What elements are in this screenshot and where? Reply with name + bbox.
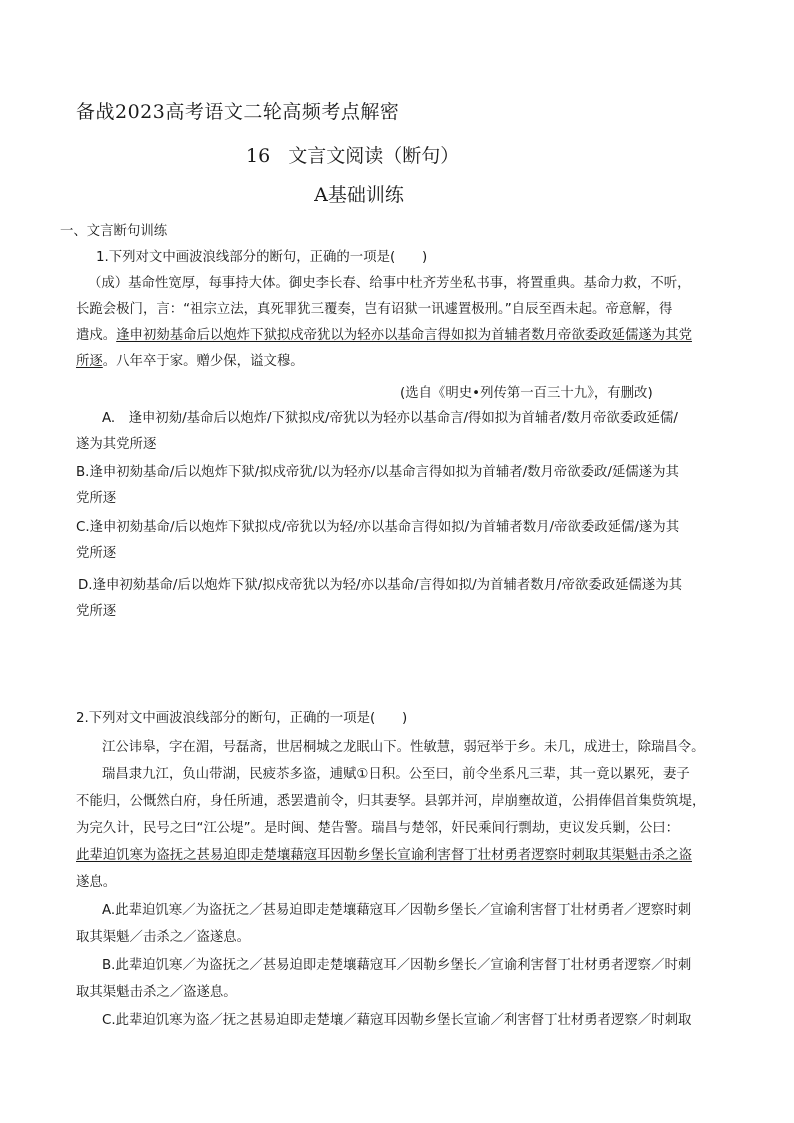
q2-passage-line: 为完久计，民号之曰“江公堤”。是时闽、楚告警。瑞昌与楚邻，奸民乘间行剽劫，吏议发兵剿，公曰： xyxy=(76,821,680,836)
document-title: 备战2023高考语文二轮高频考点解密 xyxy=(76,101,400,123)
section-heading: 一、文言断句训练 xyxy=(60,224,168,239)
q1-passage-line: （成）基命性宽厚，每事持大体。御史李长春、给事中杜齐芳坐私书事，将置重典。基命力救，不听， xyxy=(88,276,691,291)
q1-option-b: B.逢申初劾基命/后以炮炸下狱/拟戍帝犹/以为轻亦/以基命言得如拟为首辅者/数月帝欲委政/延儒遂为其 xyxy=(76,465,679,480)
q1-passage-line: 长跪会极门，言：“祖宗立法，真死罪犹三覆奏，岂有诏狱一讯遽置极刑。”自辰至酉未起。帝意解，得 xyxy=(76,302,673,317)
chapter-number: 16 xyxy=(246,145,271,167)
chapter-title: 文言文阅读（断句） xyxy=(288,145,460,167)
q1-option-d-cont: 党所逐 xyxy=(76,604,117,619)
q2-passage-line: 江公讳皋，字在湄，号磊斋，世居桐城之龙眠山下。性敏慧，弱冠举于乡。未几，成进士，除瑞昌令。 xyxy=(102,740,705,755)
q2-option-b: B.此辈迫饥寒／为盗抚之／甚易迫即走楚壤藉寇耳／因勒乡堡长／宣谕利害督丁壮材勇者逻察／时刺 xyxy=(102,958,692,973)
q1-option-b-cont: 党所逐 xyxy=(76,491,117,506)
q1-source: (选自《明史•列传第一百三十九》，有删改) xyxy=(400,386,653,401)
q1-option-a: A. 逢申初劾/基命后以炮炸/下狱拟戍/帝犹以为轻亦以基命言/得如拟为首辅者/数月帝欲委政延儒/ xyxy=(102,411,678,426)
chapter-heading xyxy=(246,141,459,168)
q1-passage-line xyxy=(76,323,726,349)
q2-option-c: C.此辈迫饥寒为盗／抚之甚易迫即走楚壤／藉寇耳因勒乡堡长宣谕／利害督丁壮材勇者逻察／时刺取 xyxy=(102,1013,692,1028)
q1-underlined-passage: 所逐 xyxy=(76,354,103,369)
q1-option-c: C.逢申初劾基命/后以炮炸下狱拟戍/帝犹以为轻/亦以基命言得如拟/为首辅者数月/帝欲委政延儒/遂为其 xyxy=(76,520,680,535)
q2-passage-line: 瑞昌隶九江，负山带湖，民疲苶多盗，逋赋①日积。公至曰，前令坐系凡三辈，其一竟以累死，妻子 xyxy=(102,767,690,782)
q1-option-d: D.逢申初劾基命/后以炮炸下狱/拟戍帝犹以为轻/亦以基命/言得如拟/为首辅者数月/帝欲委政延儒遂为其 xyxy=(78,578,683,593)
q2-passage-line xyxy=(76,843,726,869)
q2-underlined-passage: 此辈迫饥寒为盗抚之甚易迫即走楚壤藉寇耳因勒乡堡长宣谕利害督丁壮材勇者逻察时刺取其渠魁击杀之盗 xyxy=(76,848,692,863)
q2-option-a: A.此辈迫饥寒／为盗抚之／甚易迫即走楚壤藉寇耳／因勒乡堡长／宣谕利害督丁壮材勇者／逻察时刺 xyxy=(102,903,691,918)
q1-stem: 1.下列对文中画波浪线部分的断句，正确的一项是( ) xyxy=(96,250,428,265)
q1-passage-text: 遣戍。 xyxy=(76,328,117,343)
q2-option-b-cont: 取其渠魁击杀之／盗遂息。 xyxy=(76,985,237,1000)
q2-passage-line: 不能归，公慨然白府，身任所逋，悉罢遣前令，归其妻孥。县郭并河，岸崩壅故道，公捐俸倡首集赀筑堤， xyxy=(76,794,706,809)
q1-option-a-cont: 遂为其党所逐 xyxy=(76,437,157,452)
level-heading: A基础训练 xyxy=(314,184,404,206)
q1-underlined-passage: 逢申初劾基命后以炮炸下狱拟戍帝犹以为轻亦以基命言得如拟为首辅者数月帝欲委政延儒遂为其党 xyxy=(116,328,692,343)
q2-stem: 2.下列对文中画波浪线部分的断句，正确的一项是( ) xyxy=(76,711,408,726)
q1-passage-line xyxy=(76,349,726,375)
q1-passage-text: 。八年卒于家。赠少保，谥文穆。 xyxy=(102,354,304,369)
q2-option-a-cont: 取其渠魁／击杀之／盗遂息。 xyxy=(76,930,251,945)
q1-option-c-cont: 党所逐 xyxy=(76,546,117,561)
q2-passage-line: 遂息。 xyxy=(76,875,117,890)
